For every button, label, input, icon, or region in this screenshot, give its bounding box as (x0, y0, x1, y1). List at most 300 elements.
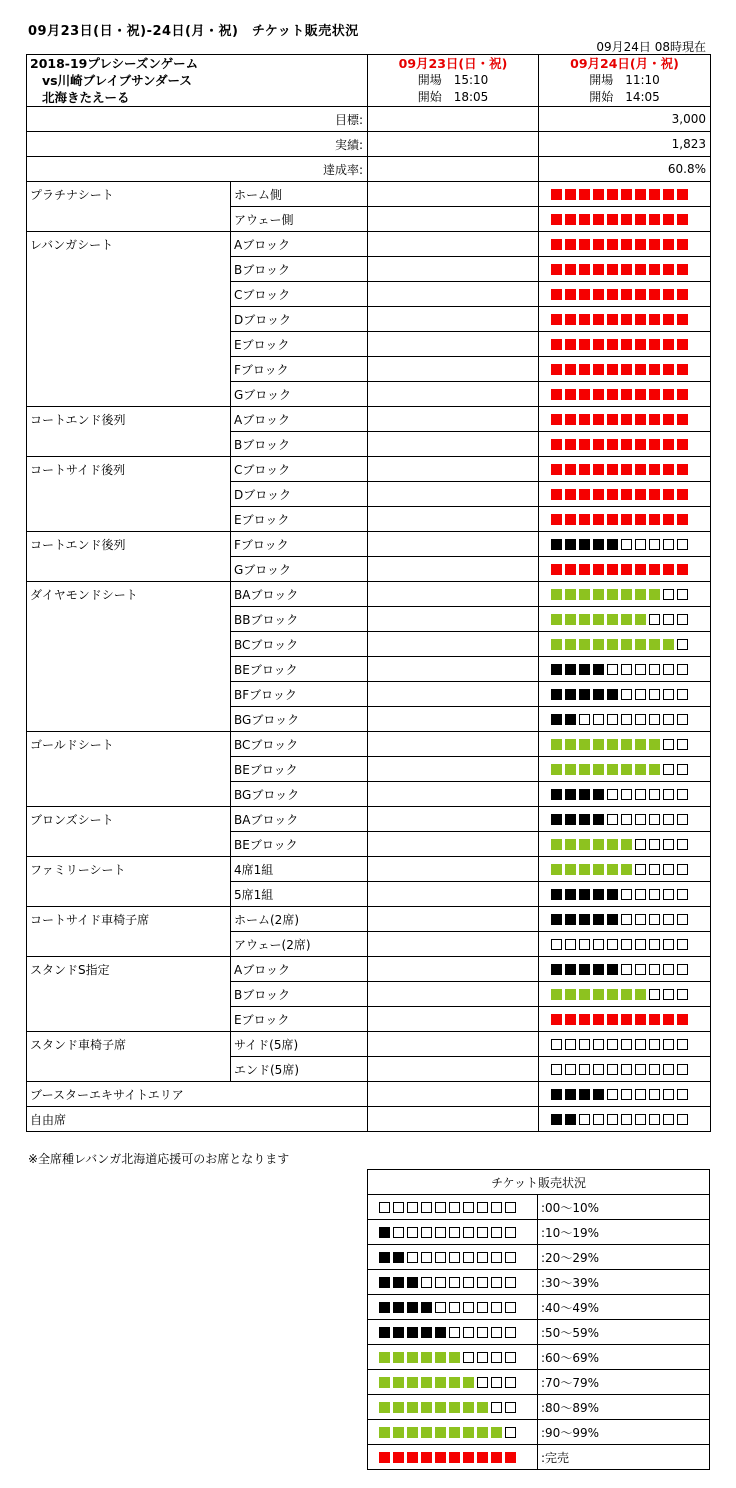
day1-status-cell (368, 832, 539, 857)
empty-square-icon (477, 1252, 488, 1263)
date-column-1 (368, 55, 539, 107)
summary-day1-value (368, 132, 539, 157)
empty-square-icon (677, 964, 688, 975)
empty-square-icon (505, 1302, 516, 1313)
filled-square-icon (579, 864, 590, 875)
sales-status-bar (379, 1202, 516, 1213)
day2-status-cell (539, 732, 711, 757)
day2-status-cell (539, 1107, 711, 1132)
filled-square-icon (663, 314, 674, 325)
filled-square-icon (393, 1277, 404, 1288)
filled-square-icon (593, 589, 604, 600)
day2-status-cell (539, 432, 711, 457)
empty-square-icon (621, 714, 632, 725)
filled-square-icon (565, 514, 576, 525)
empty-square-icon (607, 1039, 618, 1050)
sales-status-bar (551, 464, 688, 475)
filled-square-icon (551, 614, 562, 625)
day1-status-cell (368, 1032, 539, 1057)
filled-square-icon (565, 339, 576, 350)
filled-square-icon (649, 314, 660, 325)
empty-square-icon (663, 964, 674, 975)
empty-square-icon (649, 614, 660, 625)
empty-square-icon (635, 664, 646, 675)
filled-square-icon (593, 239, 604, 250)
empty-square-icon (505, 1427, 516, 1438)
filled-square-icon (593, 1014, 604, 1025)
filled-square-icon (663, 339, 674, 350)
seat-block: Gブロック (231, 557, 368, 582)
filled-square-icon (621, 314, 632, 325)
filled-square-icon (579, 439, 590, 450)
day1-status-cell (368, 557, 539, 582)
empty-square-icon (663, 1064, 674, 1075)
empty-square-icon (663, 589, 674, 600)
filled-square-icon (579, 539, 590, 550)
filled-square-icon (565, 864, 576, 875)
filled-square-icon (477, 1452, 488, 1463)
filled-square-icon (551, 214, 562, 225)
empty-square-icon (635, 714, 646, 725)
day2-status-cell (539, 757, 711, 782)
day2-status-cell (539, 607, 711, 632)
empty-square-icon (477, 1377, 488, 1388)
filled-square-icon (649, 739, 660, 750)
filled-square-icon (435, 1427, 446, 1438)
empty-square-icon (663, 739, 674, 750)
filled-square-icon (393, 1402, 404, 1413)
filled-square-icon (551, 514, 562, 525)
filled-square-icon (635, 439, 646, 450)
empty-square-icon (649, 889, 660, 900)
filled-square-icon (621, 514, 632, 525)
day1-status-cell (368, 332, 539, 357)
seat-block: Dブロック (231, 482, 368, 507)
empty-square-icon (607, 664, 618, 675)
event-title: 2018-19プレシーズンゲーム (30, 56, 199, 71)
filled-square-icon (551, 1089, 562, 1100)
empty-square-icon (621, 1089, 632, 1100)
legend-row (368, 1220, 710, 1245)
filled-square-icon (593, 489, 604, 500)
empty-square-icon (649, 964, 660, 975)
legend-bar-cell (368, 1345, 538, 1370)
filled-square-icon (565, 639, 576, 650)
seat-category: スタンド車椅子席 (27, 1032, 231, 1082)
filled-square-icon (635, 464, 646, 475)
date-1-open: 開場 15:10 (417, 73, 489, 87)
empty-square-icon (635, 1114, 646, 1125)
seat-category: ブロンズシート (27, 807, 231, 857)
seat-block: BEブロック (231, 657, 368, 682)
empty-square-icon (463, 1327, 474, 1338)
empty-square-icon (677, 814, 688, 825)
filled-square-icon (677, 364, 688, 375)
empty-square-icon (449, 1252, 460, 1263)
empty-square-icon (677, 714, 688, 725)
empty-square-icon (635, 889, 646, 900)
empty-square-icon (463, 1302, 474, 1313)
seat-category: ブースターエキサイトエリア (27, 1082, 368, 1107)
filled-square-icon (449, 1377, 460, 1388)
filled-square-icon (621, 839, 632, 850)
empty-square-icon (635, 814, 646, 825)
sales-status-bar (551, 1089, 688, 1100)
legend-header-row (368, 1170, 710, 1195)
seat-category: コートサイド車椅子席 (27, 907, 231, 957)
empty-square-icon (607, 714, 618, 725)
empty-square-icon (677, 864, 688, 875)
filled-square-icon (635, 214, 646, 225)
empty-square-icon (477, 1277, 488, 1288)
filled-square-icon (393, 1352, 404, 1363)
filled-square-icon (677, 1014, 688, 1025)
filled-square-icon (449, 1402, 460, 1413)
filled-square-icon (635, 189, 646, 200)
empty-square-icon (607, 814, 618, 825)
filled-square-icon (593, 614, 604, 625)
day2-status-cell (539, 582, 711, 607)
date-column-2 (539, 55, 711, 107)
filled-square-icon (607, 639, 618, 650)
filled-square-icon (649, 1014, 660, 1025)
filled-square-icon (551, 914, 562, 925)
day2-status-cell (539, 682, 711, 707)
empty-square-icon (505, 1227, 516, 1238)
day1-status-cell (368, 932, 539, 957)
empty-square-icon (677, 789, 688, 800)
filled-square-icon (579, 414, 590, 425)
filled-square-icon (393, 1327, 404, 1338)
empty-square-icon (449, 1302, 460, 1313)
day2-status-cell (539, 232, 711, 257)
legend-row (368, 1395, 710, 1420)
day1-status-cell (368, 1057, 539, 1082)
filled-square-icon (379, 1252, 390, 1263)
sales-status-bar (551, 439, 688, 450)
legend-bar-cell (368, 1195, 538, 1220)
filled-square-icon (593, 289, 604, 300)
seat-row (27, 1082, 711, 1107)
empty-square-icon (505, 1202, 516, 1213)
empty-square-icon (565, 1064, 576, 1075)
empty-square-icon (663, 939, 674, 950)
legend-bar-cell (368, 1320, 538, 1345)
legend-label: :80〜89% (538, 1395, 710, 1420)
empty-square-icon (551, 1039, 562, 1050)
empty-square-icon (435, 1277, 446, 1288)
filled-square-icon (621, 764, 632, 775)
filled-square-icon (635, 514, 646, 525)
filled-square-icon (677, 264, 688, 275)
seat-block: BAブロック (231, 582, 368, 607)
filled-square-icon (565, 689, 576, 700)
filled-square-icon (635, 264, 646, 275)
empty-square-icon (621, 914, 632, 925)
empty-square-icon (649, 864, 660, 875)
seat-category: ファミリーシート (27, 857, 231, 907)
empty-square-icon (435, 1227, 446, 1238)
empty-square-icon (477, 1327, 488, 1338)
filled-square-icon (551, 639, 562, 650)
empty-square-icon (677, 664, 688, 675)
sales-status-bar (551, 214, 688, 225)
filled-square-icon (635, 1014, 646, 1025)
empty-square-icon (677, 1114, 688, 1125)
empty-square-icon (649, 839, 660, 850)
empty-square-icon (677, 539, 688, 550)
day1-status-cell (368, 657, 539, 682)
day2-status-cell (539, 832, 711, 857)
empty-square-icon (379, 1202, 390, 1213)
filled-square-icon (407, 1427, 418, 1438)
sales-status-bar (551, 564, 688, 575)
filled-square-icon (663, 389, 674, 400)
legend-label: :10〜19% (538, 1220, 710, 1245)
empty-square-icon (635, 839, 646, 850)
empty-square-icon (663, 614, 674, 625)
filled-square-icon (421, 1302, 432, 1313)
seat-block: BGブロック (231, 782, 368, 807)
empty-square-icon (621, 664, 632, 675)
summary-label: 目標: (27, 107, 368, 132)
empty-square-icon (491, 1352, 502, 1363)
filled-square-icon (593, 839, 604, 850)
filled-square-icon (635, 314, 646, 325)
filled-square-icon (579, 489, 590, 500)
seat-category: ダイヤモンドシート (27, 582, 231, 732)
empty-square-icon (491, 1377, 502, 1388)
filled-square-icon (579, 1089, 590, 1100)
empty-square-icon (579, 1114, 590, 1125)
filled-square-icon (663, 264, 674, 275)
empty-square-icon (663, 864, 674, 875)
filled-square-icon (635, 614, 646, 625)
sales-status-bar (551, 514, 688, 525)
empty-square-icon (649, 1064, 660, 1075)
seat-row (27, 582, 711, 607)
seat-category: コートサイド後列 (27, 457, 231, 532)
sales-status-bar (551, 964, 688, 975)
filled-square-icon (607, 889, 618, 900)
sales-status-bar (551, 189, 688, 200)
empty-square-icon (677, 1039, 688, 1050)
day2-status-cell (539, 1057, 711, 1082)
legend-row (368, 1195, 710, 1220)
empty-square-icon (593, 939, 604, 950)
filled-square-icon (635, 564, 646, 575)
empty-square-icon (677, 639, 688, 650)
filled-square-icon (593, 214, 604, 225)
filled-square-icon (663, 564, 674, 575)
legend-row (368, 1445, 710, 1470)
filled-square-icon (635, 389, 646, 400)
empty-square-icon (663, 914, 674, 925)
empty-square-icon (621, 1114, 632, 1125)
sales-status-bar (551, 414, 688, 425)
empty-square-icon (565, 1039, 576, 1050)
filled-square-icon (579, 814, 590, 825)
filled-square-icon (551, 564, 562, 575)
filled-square-icon (621, 264, 632, 275)
filled-square-icon (407, 1452, 418, 1463)
day1-status-cell (368, 732, 539, 757)
seat-row (27, 732, 711, 757)
filled-square-icon (551, 339, 562, 350)
filled-square-icon (579, 564, 590, 575)
day2-status-cell (539, 557, 711, 582)
filled-square-icon (579, 889, 590, 900)
day2-status-cell (539, 532, 711, 557)
seat-block: Dブロック (231, 307, 368, 332)
filled-square-icon (677, 314, 688, 325)
empty-square-icon (663, 789, 674, 800)
filled-square-icon (607, 389, 618, 400)
empty-square-icon (663, 889, 674, 900)
day2-status-cell (539, 882, 711, 907)
sales-status-bar (551, 889, 688, 900)
sales-status-bar (551, 364, 688, 375)
filled-square-icon (579, 639, 590, 650)
filled-square-icon (565, 1014, 576, 1025)
legend-row (368, 1345, 710, 1370)
filled-square-icon (449, 1352, 460, 1363)
empty-square-icon (407, 1252, 418, 1263)
summary-day2-value: 3,000 (539, 107, 711, 132)
filled-square-icon (677, 439, 688, 450)
summary-row-target (27, 107, 711, 132)
legend-label: :完売 (538, 1445, 710, 1470)
filled-square-icon (551, 189, 562, 200)
filled-square-icon (565, 1114, 576, 1125)
seat-row (27, 457, 711, 482)
legend-label: :90〜99% (538, 1420, 710, 1445)
filled-square-icon (593, 364, 604, 375)
filled-square-icon (663, 439, 674, 450)
filled-square-icon (649, 564, 660, 575)
empty-square-icon (649, 914, 660, 925)
seat-block: Gブロック (231, 382, 368, 407)
filled-square-icon (621, 364, 632, 375)
filled-square-icon (593, 989, 604, 1000)
filled-square-icon (593, 439, 604, 450)
summary-day1-value (368, 107, 539, 132)
filled-square-icon (379, 1452, 390, 1463)
summary-day2-value: 1,823 (539, 132, 711, 157)
empty-square-icon (635, 864, 646, 875)
filled-square-icon (379, 1227, 390, 1238)
filled-square-icon (607, 464, 618, 475)
filled-square-icon (677, 514, 688, 525)
empty-square-icon (621, 889, 632, 900)
filled-square-icon (621, 739, 632, 750)
day1-status-cell (368, 607, 539, 632)
sales-status-bar (379, 1352, 516, 1363)
day1-status-cell (368, 782, 539, 807)
empty-square-icon (663, 814, 674, 825)
filled-square-icon (607, 239, 618, 250)
seat-block: Aブロック (231, 407, 368, 432)
empty-square-icon (505, 1402, 516, 1413)
filled-square-icon (565, 589, 576, 600)
empty-square-icon (421, 1202, 432, 1213)
filled-square-icon (593, 964, 604, 975)
day2-status-cell (539, 707, 711, 732)
filled-square-icon (551, 414, 562, 425)
day2-status-cell (539, 907, 711, 932)
seat-block: BAブロック (231, 807, 368, 832)
filled-square-icon (593, 689, 604, 700)
filled-square-icon (407, 1302, 418, 1313)
day1-status-cell (368, 632, 539, 657)
filled-square-icon (579, 239, 590, 250)
filled-square-icon (663, 214, 674, 225)
seat-row (27, 407, 711, 432)
filled-square-icon (593, 889, 604, 900)
empty-square-icon (449, 1327, 460, 1338)
filled-square-icon (379, 1352, 390, 1363)
filled-square-icon (649, 289, 660, 300)
filled-square-icon (565, 364, 576, 375)
filled-square-icon (565, 489, 576, 500)
filled-square-icon (551, 539, 562, 550)
sales-status-bar (379, 1277, 516, 1288)
event-opponent: vs川崎ブレイブサンダース (42, 73, 192, 88)
filled-square-icon (677, 339, 688, 350)
filled-square-icon (649, 489, 660, 500)
filled-square-icon (663, 239, 674, 250)
legend-label: :70〜79% (538, 1370, 710, 1395)
filled-square-icon (649, 514, 660, 525)
filled-square-icon (565, 739, 576, 750)
filled-square-icon (379, 1402, 390, 1413)
sales-status-bar (551, 864, 688, 875)
filled-square-icon (551, 739, 562, 750)
filled-square-icon (379, 1327, 390, 1338)
empty-square-icon (635, 914, 646, 925)
empty-square-icon (607, 1064, 618, 1075)
day1-status-cell (368, 257, 539, 282)
filled-square-icon (565, 464, 576, 475)
filled-square-icon (579, 989, 590, 1000)
filled-square-icon (565, 189, 576, 200)
day1-status-cell (368, 482, 539, 507)
filled-square-icon (677, 239, 688, 250)
filled-square-icon (551, 314, 562, 325)
filled-square-icon (607, 364, 618, 375)
empty-square-icon (663, 989, 674, 1000)
empty-square-icon (505, 1252, 516, 1263)
filled-square-icon (565, 264, 576, 275)
day1-status-cell (368, 682, 539, 707)
filled-square-icon (607, 1014, 618, 1025)
empty-square-icon (649, 789, 660, 800)
seat-block: Aブロック (231, 232, 368, 257)
legend-bar-cell (368, 1245, 538, 1270)
day1-status-cell (368, 457, 539, 482)
filled-square-icon (551, 1114, 562, 1125)
filled-square-icon (579, 914, 590, 925)
filled-square-icon (551, 239, 562, 250)
empty-square-icon (463, 1252, 474, 1263)
seat-block: Fブロック (231, 532, 368, 557)
sales-status-bar (379, 1452, 516, 1463)
seat-category: コートエンド後列 (27, 407, 231, 457)
filled-square-icon (621, 989, 632, 1000)
filled-square-icon (435, 1377, 446, 1388)
filled-square-icon (607, 514, 618, 525)
summary-day2-value: 60.8% (539, 157, 711, 182)
